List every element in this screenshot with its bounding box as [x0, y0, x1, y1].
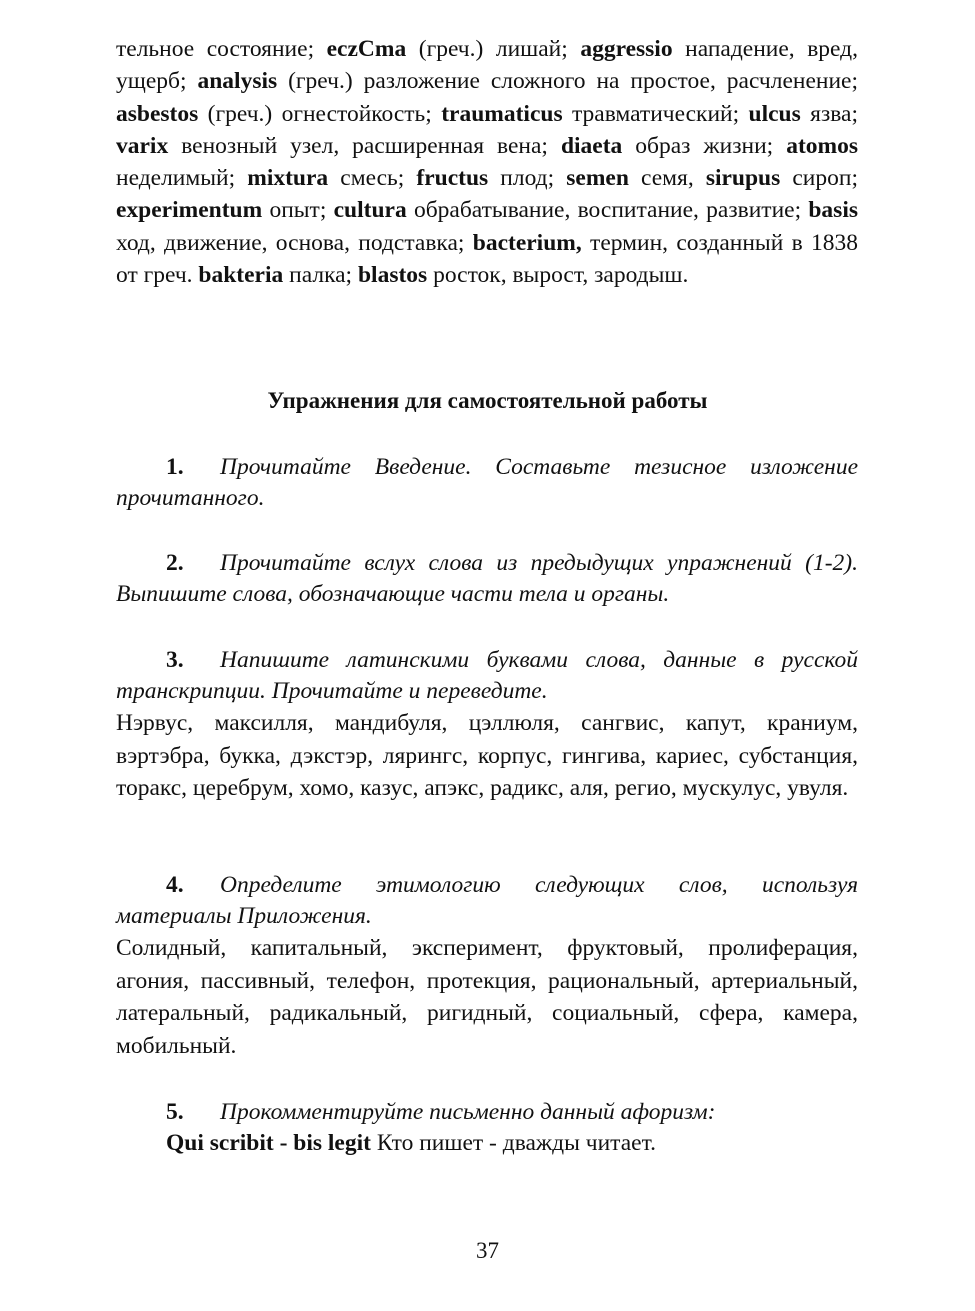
glossary-text: (греч.) лишай; [406, 36, 581, 62]
glossary-text: семя, [628, 165, 706, 192]
glossary-term: traumaticus [441, 100, 563, 127]
glossary-term: cultura [333, 197, 407, 224]
exercise-number: 5. [166, 1099, 184, 1125]
glossary-text: тельное состояние; [116, 36, 327, 62]
glossary-text: ход, движение, основа, подставка; [116, 229, 473, 256]
glossary-term: basis [808, 197, 858, 224]
glossary-term: diaeta [560, 132, 623, 159]
exercise-task-text: Напишите латинскими буквами слова, данные в русской транскрипции. Прочитайте и переведите. [116, 647, 858, 704]
glossary-text: неделимый; [116, 165, 248, 192]
glossary-text: (греч.) разложение сложного на простое, расчленение; [277, 68, 859, 95]
glossary-text: образ жизни; [622, 132, 787, 159]
exercise-task [116, 1097, 858, 1128]
glossary-text: венозный узел, расширенная вена; [168, 132, 561, 159]
exercise-task [116, 452, 858, 514]
glossary-term: eczCma [326, 36, 407, 62]
glossary-text: травматический; [562, 100, 749, 127]
exercise-number: 2. [166, 550, 184, 576]
glossary-term: mixtura [247, 165, 329, 192]
glossary-term: analysis [197, 68, 278, 95]
exercise-number: 3. [166, 647, 184, 673]
glossary-term: bacterium, [472, 229, 582, 256]
glossary-term: asbestos [116, 100, 199, 127]
exercise-task-text: Прочитайте Введение. Составьте тезисное изложение прочитанного. [116, 454, 858, 511]
exercise-3 [116, 645, 858, 805]
glossary-text: термин, созданный в 1838 от греч. [116, 229, 858, 289]
page-number: 37 [476, 1238, 499, 1263]
glossary-text: (греч.) огнестойкость; [198, 100, 442, 127]
exercise-word-list: Солидный, капитальный, эксперимент, фруктовый, пролиферация, агония, пассивный, телефон, протекция, рациональный, артериальный, латеральный, радикальный, ригидный, социальный, сфера, камера, мобильный. [116, 935, 858, 1059]
exercise-1 [116, 452, 858, 514]
section-title: Упражнения для самостоятельной работы [267, 388, 708, 413]
exercise-number: 4. [166, 872, 184, 898]
glossary-text: нападение, вред, ущерб; [116, 36, 858, 95]
exercise-5 [116, 1097, 858, 1159]
exercise-task [116, 645, 858, 707]
glossary-term: aggressio [580, 36, 673, 62]
glossary-text: язва; [800, 100, 858, 127]
exercise-word-list: Нэрвус, максилля, мандибуля, цэллюля, сангвис, капут, краниум, вэртэбра, букка, дэкстэр, лярингс, корпус, гингива, кариес, субстанция, торакс, церебрум, хомо, казус, апэкс, радикс, аля, регио, мускулус, увуля. [116, 710, 858, 801]
glossary-text: росток, вырост, зародыш. [427, 262, 689, 289]
exercise-task-text: Прокомментируйте письменно данный афоризм: [220, 1099, 716, 1125]
glossary-term: varix [116, 132, 169, 159]
glossary-text: сироп; [780, 165, 858, 192]
glossary-term: bakteria [198, 262, 284, 289]
glossary-term: blastos [357, 262, 428, 289]
exercise-2 [116, 548, 858, 610]
glossary-text: палка; [283, 262, 358, 289]
exercise-4 [116, 870, 858, 1062]
exercise-task-text: Определите этимологию следующих слов, используя материалы Приложения. [116, 872, 858, 929]
glossary-term: fructus [416, 165, 489, 192]
glossary-term: experimentum [116, 197, 263, 224]
exercise-task-text: Прочитайте вслух слова из предыдущих упражнений (1-2). Выпишите слова, обозначающие части тела и органы. [116, 550, 858, 607]
aphorism-latin: Qui scribit - bis legit [166, 1130, 371, 1156]
glossary-text: смесь; [328, 165, 417, 192]
glossary-text: плод; [488, 165, 567, 192]
aphorism [116, 1128, 858, 1159]
glossary-text: обрабатывание, воспитание, развитие; [406, 197, 809, 224]
exercise-task [116, 548, 858, 610]
glossary-term: sirupus [705, 165, 781, 192]
glossary-term: semen [566, 165, 629, 192]
aphorism-translation: Кто пишет - дважды читает. [370, 1130, 656, 1156]
glossary-term: atomos [786, 132, 858, 159]
glossary-paragraph [116, 33, 858, 291]
glossary-text: опыт; [262, 197, 334, 224]
glossary-term: ulcus [748, 100, 801, 127]
exercise-number: 1. [166, 454, 184, 480]
exercise-task [116, 870, 858, 932]
